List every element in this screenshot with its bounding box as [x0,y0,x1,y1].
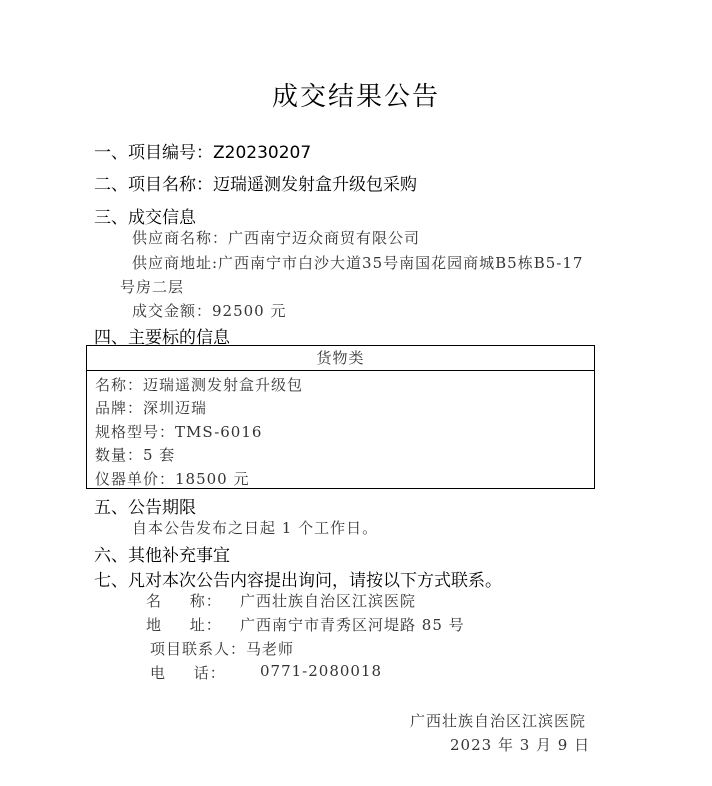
project-number-value: Z20230207 [213,143,312,163]
goods-table-header: 货物类 [87,346,594,371]
contact-name-label-text: 名 称： [146,592,222,610]
contact-phone-value: 0771-2080018 [260,662,383,680]
contact-person: 项目联系人：马老师 [150,640,295,658]
signature-org: 广西壮族自治区江滨医院 [410,712,587,730]
contact-name-label [146,590,222,611]
goods-table [86,345,595,489]
contact-address-value: 广西南宁市青秀区河堤路 85 号 [240,616,465,634]
project-number [94,138,311,163]
goods-row-quantity: 数量：5 套 [95,446,176,464]
section-notice-period-heading: 五、公告期限 [94,498,196,518]
project-name-value: 迈瑞遥测发射盒升级包采购 [213,175,417,195]
contact-phone-label [150,662,226,683]
supplier-address-line1: 供应商地址:广西南宁市白沙大道35号南国花园商城B5栋B5-17 [132,254,584,272]
contact-name-value: 广西壮族自治区江滨医院 [240,592,417,610]
section-other-heading: 六、其他补充事宜 [94,546,230,566]
goods-row-unit-price: 仪器单价：18500 元 [95,470,250,488]
deal-amount: 成交金额：92500 元 [132,302,287,320]
notice-period-text: 自本公告发布之日起 1 个工作日。 [132,519,379,537]
project-number-label: 一、项目编号： [94,143,213,163]
contact-phone-label-text: 电 话： [150,664,226,682]
goods-row-brand: 品牌：深圳迈瑞 [95,399,208,417]
section-main-items-heading: 四、主要标的信息 [94,328,230,348]
section-deal-info-heading: 三、成交信息 [94,208,196,228]
contact-address-label-text: 地 址： [146,616,222,634]
project-name [94,170,417,195]
supplier-address-line2: 号房二层 [120,278,185,296]
supplier-name: 供应商名称：广西南宁迈众商贸有限公司 [132,229,421,247]
page-title: 成交结果公告 [271,82,440,112]
contact-address-label [146,614,222,635]
project-name-label: 二、项目名称： [94,175,213,195]
signature-date: 2023 年 3 月 9 日 [450,736,591,754]
section-contact-heading: 七、凡对本次公告内容提出询问，请按以下方式联系。 [94,571,502,591]
goods-row-model: 规格型号：TMS-6016 [95,423,263,441]
goods-row-name: 名称：迈瑞遥测发射盒升级包 [95,376,304,394]
